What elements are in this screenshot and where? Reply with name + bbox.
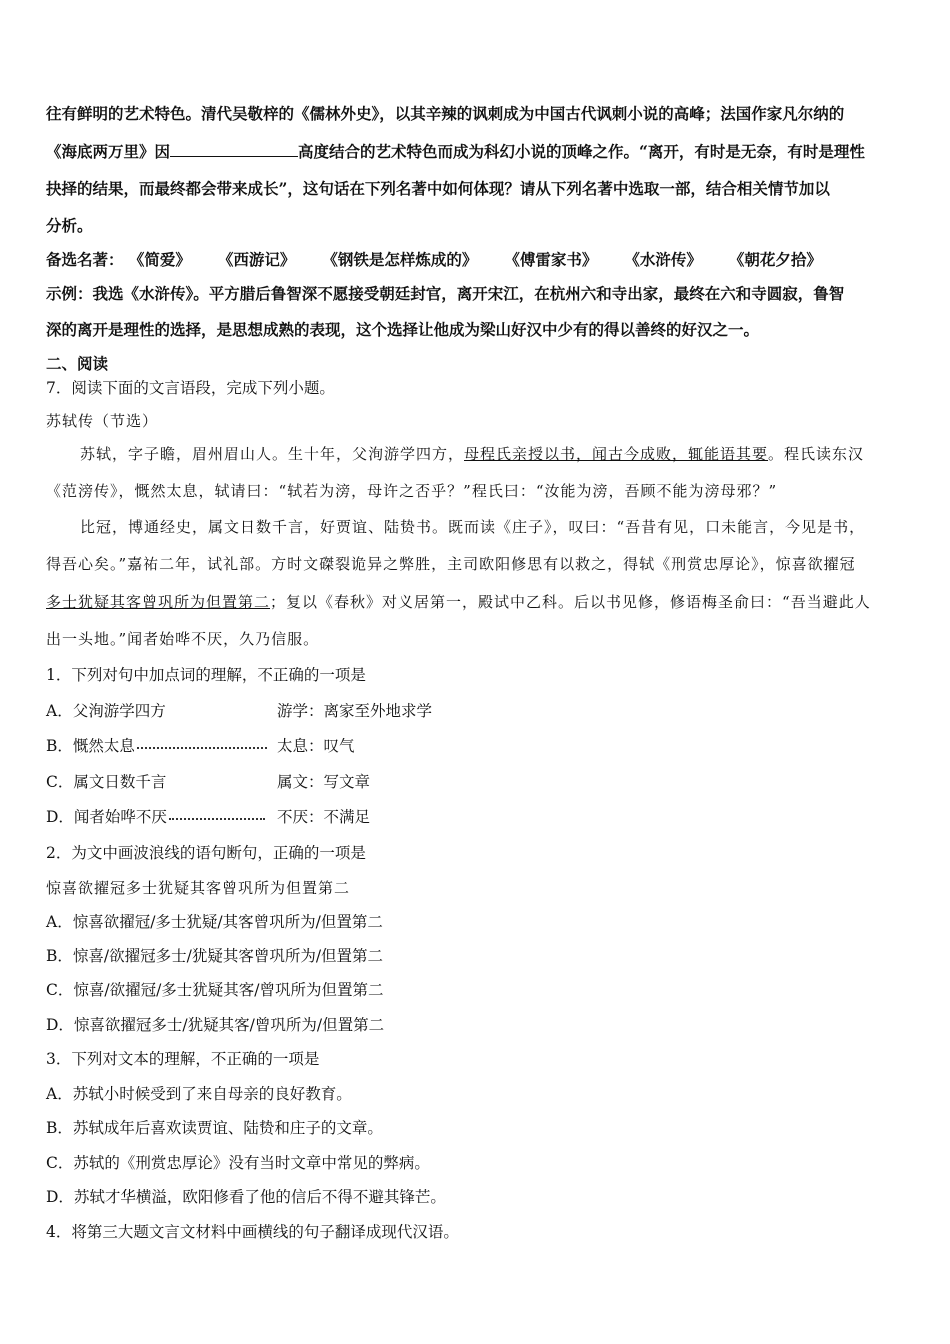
q3-option-a: A．苏轼小时候受到了来自母亲的良好教育。 — [46, 1085, 352, 1103]
q3-option-d: D．苏轼才华横溢，欧阳修看了他的信后不得不避其锋芒。 — [46, 1188, 446, 1206]
question-4-stem: 4．将第三大题文言文材料中画横线的句子翻译成现代汉语。 — [46, 1223, 459, 1241]
option-b-explain: 太息：叹气 — [277, 737, 355, 755]
option-label: B．慨然太息 — [46, 737, 135, 755]
example-line: 深的离开是理性的选择，是思想成熟的表现，这个选择让他成为梁山好汉中少有的得以善终的好汉之一。 — [46, 320, 760, 339]
option-b — [46, 734, 267, 756]
emphasis-dots — [169, 817, 265, 820]
books-label: 备选名著： — [46, 250, 124, 269]
text-segment: 苏轼，字子瞻，眉州眉山人。生十年，父洵游学四方， — [80, 445, 465, 463]
text-segment: 高度结合的艺术特色而成为科幻小说的顶峰之作。“离开，有时是无奈，有时是理性 — [298, 142, 865, 161]
question-2-stem: 2．为文中画波浪线的语句断句，正确的一项是 — [46, 844, 366, 862]
q2-option-a: A．惊喜欲擢冠/多士犹疑/其客曾巩所为/但置第二 — [46, 913, 383, 931]
book-title: 《简爱》 — [128, 250, 191, 269]
option-a-explain: 游学：离家至外地求学 — [277, 702, 433, 720]
section-title: 二、阅读 — [46, 354, 109, 373]
option-d — [46, 805, 265, 827]
underlined-sentence: 母程氏亲授以书，闻古今成败，辄能语其要 — [464, 445, 769, 463]
text-segment: 。程氏读东汉 — [768, 445, 865, 463]
option-d-explain: 不厌：不满足 — [277, 808, 371, 826]
text-line: 抉择的结果，而最终都会带来成长”，这句话在下列名著中如何体现？请从下列名著中选取一部，结合相关情节加以 — [46, 179, 830, 198]
option-label: D．闻者始哗不厌 — [46, 808, 167, 826]
wavy-underlined-sentence: 多士犹疑其客曾巩所为但置第二 — [46, 593, 271, 611]
passage-line — [80, 443, 864, 464]
question-7: 7．阅读下面的文言语段，完成下列小题。 — [46, 379, 335, 397]
book-title: 《西游记》 — [217, 250, 296, 269]
question-3-stem: 3．下列对文本的理解，不正确的一项是 — [46, 1050, 320, 1068]
passage-line: 比冠，博通经史，属文日数千言，好贾谊、陆贽书。既而读《庄子》，叹曰：“吾昔有见，口未能言，今见是书， — [80, 518, 866, 536]
option-c — [46, 770, 166, 792]
question-2-sentence: 惊喜欲擢冠多士犹疑其客曾巩所为但置第二 — [46, 879, 351, 897]
q2-option-c: C．惊喜/欲擢冠/多士犹疑其客/曾巩所为但置第二 — [46, 981, 384, 999]
option-label: A．父洵游学四方 — [46, 702, 166, 720]
q3-option-c: C．苏轼的《刑赏忠厚论》没有当时文章中常见的弊病。 — [46, 1154, 430, 1172]
option-c-explain: 属文：写文章 — [277, 773, 371, 791]
text-segment: 《海底两万里》因 — [46, 142, 171, 161]
book-title: 《傅雷家书》 — [504, 250, 598, 269]
passage-title: 苏轼传（节选） — [46, 412, 159, 430]
option-a — [46, 699, 166, 721]
example-line: 示例：我选《水浒传》。平方腊后鲁智深不愿接受朝廷封官，离开宋江，在杭州六和寺出家，最终在六和寺圆寂，鲁智 — [46, 284, 845, 303]
q2-option-b: B．惊喜/欲擢冠多士/犹疑其客曾巩所为/但置第二 — [46, 947, 384, 965]
passage-line — [46, 591, 871, 612]
text-line: 往有鲜明的艺术特色。清代吴敬梓的《儒林外史》，以其辛辣的讽刺成为中国古代讽刺小说的高峰；法国作家凡尔纳的 — [46, 104, 845, 123]
passage-line: 出一头地。”闻者始哗不厌，久乃信服。 — [46, 630, 320, 648]
question-1-stem: 1．下列对句中加点词的理解，不正确的一项是 — [46, 666, 366, 684]
emphasis-dots — [137, 746, 267, 749]
q2-option-d: D．惊喜欲擢冠多士/犹疑其客/曾巩所为/但置第二 — [46, 1016, 385, 1034]
book-title: 《水浒传》 — [624, 250, 702, 269]
books-line — [46, 248, 822, 270]
book-title: 《朝花夕拾》 — [728, 250, 822, 269]
fill-blank — [170, 142, 298, 157]
text-line — [46, 140, 865, 162]
passage-line: 得吾心矣。”嘉祐二年，试礼部。方时文磔裂诡异之弊胜，主司欧阳修思有以救之，得轼《刑赏忠厚论》，惊喜欲擢冠 — [46, 555, 856, 573]
option-label: C．属文日数千言 — [46, 773, 167, 791]
passage-line: 《范滂传》，慨然太息，轼请曰：“轼若为滂，母许之否乎？”程氏曰：“汝能为滂，吾顾不能为滂母邪？” — [46, 482, 778, 500]
q3-option-b: B．苏轼成年后喜欢读贾谊、陆贽和庄子的文章。 — [46, 1119, 383, 1137]
text-line: 分析。 — [46, 216, 93, 235]
text-segment: ；复以《春秋》对义居第一，殿试中乙科。后以书见修，修语梅圣俞曰：“吾当避此人 — [270, 593, 871, 611]
book-title: 《钢铁是怎样炼成的》 — [322, 250, 478, 269]
